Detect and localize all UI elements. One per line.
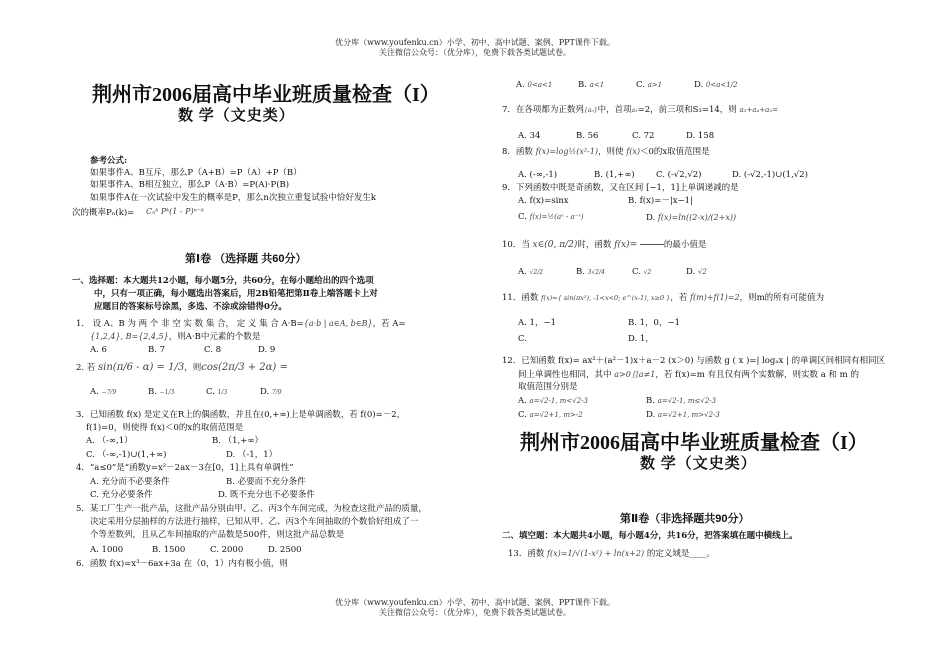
q9-option-d-label: D.: [646, 213, 656, 223]
q2-option-d-label[interactable]: D.: [260, 387, 270, 397]
q7-sum: a₃+a₄+a₅=: [739, 106, 779, 114]
q4-option-c[interactable]: C. 充分必要条件: [90, 490, 153, 500]
q1-option-a[interactable]: A. 6: [90, 345, 107, 355]
q10-options: [518, 267, 707, 278]
q12-option-d-value: a=√2+1, m>√2-3: [657, 411, 720, 419]
q10-option-b-label[interactable]: B.: [576, 267, 585, 277]
q7-option-d[interactable]: D. 158: [686, 131, 715, 141]
q4-option-d[interactable]: D. 既不充分也不必要条件: [218, 490, 315, 500]
reference-line-3: 如果事件A在一次试验中发生的概率是P，那么n次独立重复试验中恰好发生k: [90, 193, 376, 203]
question-3-line-1: 3．已知函数 f(x) 是定义在R上的偶函数，并且在(0,+∞)上是单调函数，若 f(0)=－2，: [76, 410, 406, 420]
reference-line-2: 如果事件A、B相互独立，那么P（A·B）=P(A)·P(B): [90, 180, 290, 190]
question-11: [502, 292, 824, 304]
q6-option-a-label[interactable]: A.: [516, 80, 525, 90]
question-9: 9．下列函数中既是奇函数，又在区间 [−1，1]上单调递减的是: [502, 183, 739, 193]
q8-option-c[interactable]: C. (-√2,√2): [656, 170, 702, 180]
q8-option-d[interactable]: D. (-√2,-1)∪(1,√2): [732, 170, 808, 180]
q1-option-b[interactable]: B. 7: [148, 345, 166, 355]
q10-option-a-value: √2/2: [529, 269, 544, 276]
q10-option-b-value: 3√2/4: [587, 269, 605, 276]
question-5-line-3: 个等差数列，且从乙车间抽取的产品数是500件，则这批产品总数是: [90, 530, 345, 540]
q12-option-a-label: A.: [518, 396, 527, 406]
question-13: [508, 548, 715, 560]
exam-title-right: 荆州市2006届高中毕业班质量检查（I）: [520, 432, 868, 454]
q6-option-c-value: a>1: [647, 81, 663, 89]
q9-option-c[interactable]: [518, 212, 584, 223]
q8-option-b[interactable]: B. (1,+∞): [594, 170, 635, 180]
reference-line-1: 如果事件A、B互斥，那么P（A+B）=P（A）+P（B）: [90, 168, 302, 178]
q7-seq: {aₙ}: [583, 107, 598, 114]
q8-option-a[interactable]: A. (-∞,-1): [518, 170, 558, 180]
q6-option-c-label[interactable]: C.: [636, 80, 645, 90]
question-4: 4．“a≤0”是“函数y=x²－2ax－3在[0，1]上具有单调性”: [76, 463, 294, 473]
q11-text-a: 11．函数: [502, 293, 539, 303]
q5-option-b[interactable]: B. 1500: [152, 545, 186, 555]
q11-text-b: ，若: [670, 293, 688, 303]
q12-option-d-label: D.: [646, 410, 656, 420]
q7-text-c: =2，前三项和S₃=14，则: [637, 105, 737, 115]
q13-text-a: 13．函数: [508, 549, 545, 559]
q5-option-a[interactable]: A. 1000: [90, 545, 124, 555]
reference-line-4: 次的概率Pₙ(k)=: [72, 208, 135, 218]
q3-option-b[interactable]: B. （1,+∞）: [212, 436, 263, 446]
exam-subtitle-left: 数 学（文史类）: [178, 108, 295, 124]
question-1-cont: [90, 331, 260, 343]
q8-text-c: ＜0的x取值范围是: [639, 147, 710, 157]
q1-options: [90, 345, 275, 356]
choice-instr-2: 中，只有一项正确，每小题选出答案后，用2B铅笔把第Ⅱ卷上端答题卡上对: [94, 289, 378, 299]
q10-option-d-label[interactable]: D.: [686, 267, 696, 277]
question-12-line-1: 12．已知函数 f(x)= ax²＋(a²－1)x＋a－2 (x＞0) 与函数 g ( x )=| logₐx | 的单调区间相同有相同区: [502, 356, 886, 366]
q9-option-b[interactable]: B. f(x)=－|x−1|: [628, 196, 693, 206]
q9-option-d[interactable]: [646, 212, 736, 224]
q10-fx: f(x)=: [614, 240, 638, 250]
q1-text-b: ，若 A=: [372, 319, 406, 329]
q2-text-b: ，则: [184, 363, 202, 373]
q6-option-b-label[interactable]: B.: [578, 80, 587, 90]
q12-text-b: 间上单调性也相同，其中: [518, 370, 612, 380]
q11-option-b[interactable]: B. 1，0，−1: [628, 318, 680, 328]
q7-option-a[interactable]: A. 34: [518, 131, 541, 141]
q8-cond: f(x): [626, 147, 640, 156]
q4-option-a[interactable]: A. 充分而不必要条件: [90, 477, 170, 487]
q8-text-b: ，则使: [598, 147, 624, 157]
q1-option-d[interactable]: D. 9: [258, 345, 276, 355]
q7-a1: a₁: [631, 107, 638, 114]
q11-option-a[interactable]: A. 1，−1: [518, 318, 556, 328]
q13-text-b: 的定义域是____。: [646, 549, 715, 559]
q1-option-c[interactable]: C. 8: [204, 345, 222, 355]
q2-expr-2: cos(2π/3 + 2α) =: [201, 362, 288, 373]
choice-instr-3: 应题目的答案标号涂黑，多选、不涂或涂错得0分。: [94, 302, 287, 312]
q5-option-c[interactable]: C. 2000: [210, 545, 244, 555]
q6-option-a-value: 0<a<1: [527, 81, 553, 89]
q10-text-a: 10．当: [502, 240, 530, 250]
q7-option-b[interactable]: B. 56: [576, 131, 599, 141]
q6-option-b-value: a<1: [589, 81, 605, 89]
q9-option-d-expr: f(x)=ln((2-x)/(2+x)): [657, 213, 737, 222]
q12-option-c-value: a=√2+1, m>-2: [529, 411, 583, 419]
question-2: [76, 362, 288, 374]
q11-option-c[interactable]: C.: [518, 334, 527, 344]
q3-option-d[interactable]: D. （-1，1）: [226, 450, 278, 460]
q10-text-b: 时，函数: [577, 240, 612, 250]
question-12-line-2: [518, 369, 859, 381]
q12-option-c[interactable]: [518, 410, 583, 421]
q2-option-c-value: 1/3: [217, 389, 228, 396]
q2-options: [90, 387, 282, 398]
question-3-line-2: f(1)=0，则使得 f(x)＜0的x的取值范围是: [86, 423, 244, 433]
q9-option-c-label: C.: [518, 212, 527, 222]
exam-title-left: 荆州市2006届高中毕业班质量检查（I）: [92, 84, 440, 106]
q6-option-d-label[interactable]: D.: [694, 80, 704, 90]
q12-option-a-value: a=√2-1, m<√2-3: [529, 397, 589, 405]
q11-option-d[interactable]: D. 1，: [628, 334, 654, 344]
q5-option-d[interactable]: D. 2500: [268, 545, 302, 555]
q1-text-d: ，则A·B中元素的个数是: [168, 332, 261, 342]
q2-option-b-value: −1/3: [159, 389, 175, 396]
part1-title: 第Ⅰ卷 （选择题 共60分）: [185, 253, 307, 265]
q13-expr: f(x)=1/√(1-x²) + ln(x+2): [547, 549, 645, 558]
q7-option-c[interactable]: C. 72: [632, 131, 655, 141]
q10-text-c: 的最小值是: [663, 240, 707, 250]
q10-option-c-label[interactable]: C.: [632, 267, 641, 277]
page-footer: [0, 598, 950, 618]
choice-instr-1: 一、选择题：本大题共12小题，每小题5分，共60分，在每小题给出的四个选项: [72, 276, 374, 286]
question-7: [502, 105, 778, 116]
q3-option-c[interactable]: C. （-∞,-1)∪(1,+∞): [86, 450, 167, 460]
question-5-line-1: 5．某工厂生产一批产品，这批产品分别由甲、乙、丙3个车间完成，为检查这批产品的质量，: [76, 504, 427, 514]
question-6: 6．函数 f(x)=x³－6ax+3a 在（0，1）内有极小值，则: [76, 559, 288, 569]
footer-line-2: 关注微信公众号：（优分库），免费下载各类试题试卷。: [379, 608, 571, 617]
question-12-line-3: 取值范围分别是: [518, 382, 578, 392]
q11-cond: f(m)+f(1)=2: [690, 293, 740, 302]
q10-fraction: [640, 238, 664, 251]
question-1: [76, 318, 406, 330]
footer-line-1: 优分库（www.youfenku.cn）小学、初中、高中试题、案例、PPT课件下载。: [335, 598, 615, 607]
q12-option-b-value: a=√2-1, m≤√2-3: [657, 397, 717, 405]
q6-options: [516, 80, 738, 91]
q2-text-a: 2. 若: [76, 363, 96, 373]
part2-title: 第Ⅱ卷（非选择题共90分）: [620, 513, 750, 525]
q2-option-a-label[interactable]: A.: [90, 387, 99, 397]
page-header: [0, 38, 950, 58]
reference-formula-title: 参考公式:: [90, 156, 128, 166]
q1-set: {a·b | a∈A, b∈B}: [303, 319, 373, 328]
q5-options: [90, 545, 302, 556]
q11-text-c: ，则m的所有可能值为: [739, 293, 825, 303]
q10-option-a-label[interactable]: A.: [518, 267, 527, 277]
exam-subtitle-right: 数 学（文史类）: [640, 456, 757, 472]
q2-option-b-label[interactable]: B.: [148, 387, 157, 397]
question-8: [502, 146, 710, 158]
q12-cond: a>0且a≠1: [614, 370, 656, 379]
q2-option-d-value: 7/9: [271, 389, 282, 396]
q3-option-a[interactable]: A. （-∞,1）: [86, 436, 133, 446]
binomial-formula: Cₙᵏ Pᵏ(1 - P)ⁿ⁻ᵏ: [146, 207, 205, 216]
q2-option-c-label[interactable]: C.: [206, 387, 215, 397]
q12-option-b[interactable]: [646, 396, 716, 407]
q4-option-b[interactable]: B. 必要而不充分条件: [226, 477, 306, 487]
q7-options: [518, 131, 714, 142]
q8-options: [518, 170, 808, 181]
q12-option-c-label: C.: [518, 410, 527, 420]
question-5-line-2: 决定采用分层抽样的方法进行抽样，已知从甲、乙、丙3个车间抽取的个数恰好组成了一: [90, 517, 419, 527]
q1-sets: {1,2,4}, B={2,4,5}: [90, 332, 169, 341]
q1-text-a: 1． 设 A、B 为 两 个 非 空 实 数 集 合， 定 义 集 合 A·B=: [76, 319, 304, 329]
q8-text-a: 8．函数: [502, 147, 533, 157]
q12-option-a[interactable]: [518, 396, 588, 407]
q2-option-a-value: −7/9: [101, 389, 117, 396]
q11-expr: f(x)={ sin(πx²), -1<x<0; e^(x-1), x≥0 }: [541, 294, 671, 302]
q12-option-b-label: B.: [646, 396, 655, 406]
q10-domain: x∈(0, π/2): [532, 240, 578, 250]
q7-text-b: 中，首项: [597, 105, 632, 115]
header-line-2: 关注微信公众号：（优分库），免费下载各类试题试卷。: [379, 48, 571, 57]
fill-in-instructions: 二、填空题：本大题共4小题，每小题4分，共16分，把答案填在题中横线上。: [502, 531, 798, 541]
q9-option-a[interactable]: A. f(x)=sinx: [518, 196, 569, 206]
question-10: [502, 238, 706, 251]
q8-expr: f(x)=log½(x²-1): [535, 147, 599, 156]
q6-option-d-value: 0<a<1/2: [705, 81, 738, 89]
q12-option-d[interactable]: [646, 410, 720, 421]
q12-text-c: ，若 f(x)=m 有且仅有两个实数解，则实数 a 和 m 的: [655, 370, 859, 380]
header-line-1: 优分库（www.youfenku.cn）小学、初中、高中试题、案例、PPT课件下载。: [335, 38, 615, 47]
q10-option-c-value: √2: [643, 269, 652, 276]
q7-text-a: 7．在各项都为正数列: [502, 105, 584, 115]
q2-expr-1: sin(π/6 - α) = 1/3: [98, 362, 185, 373]
q9-option-c-expr: f(x)=½(aˣ - a⁻ˣ): [529, 213, 584, 221]
q10-option-d-value: √2: [697, 268, 707, 276]
